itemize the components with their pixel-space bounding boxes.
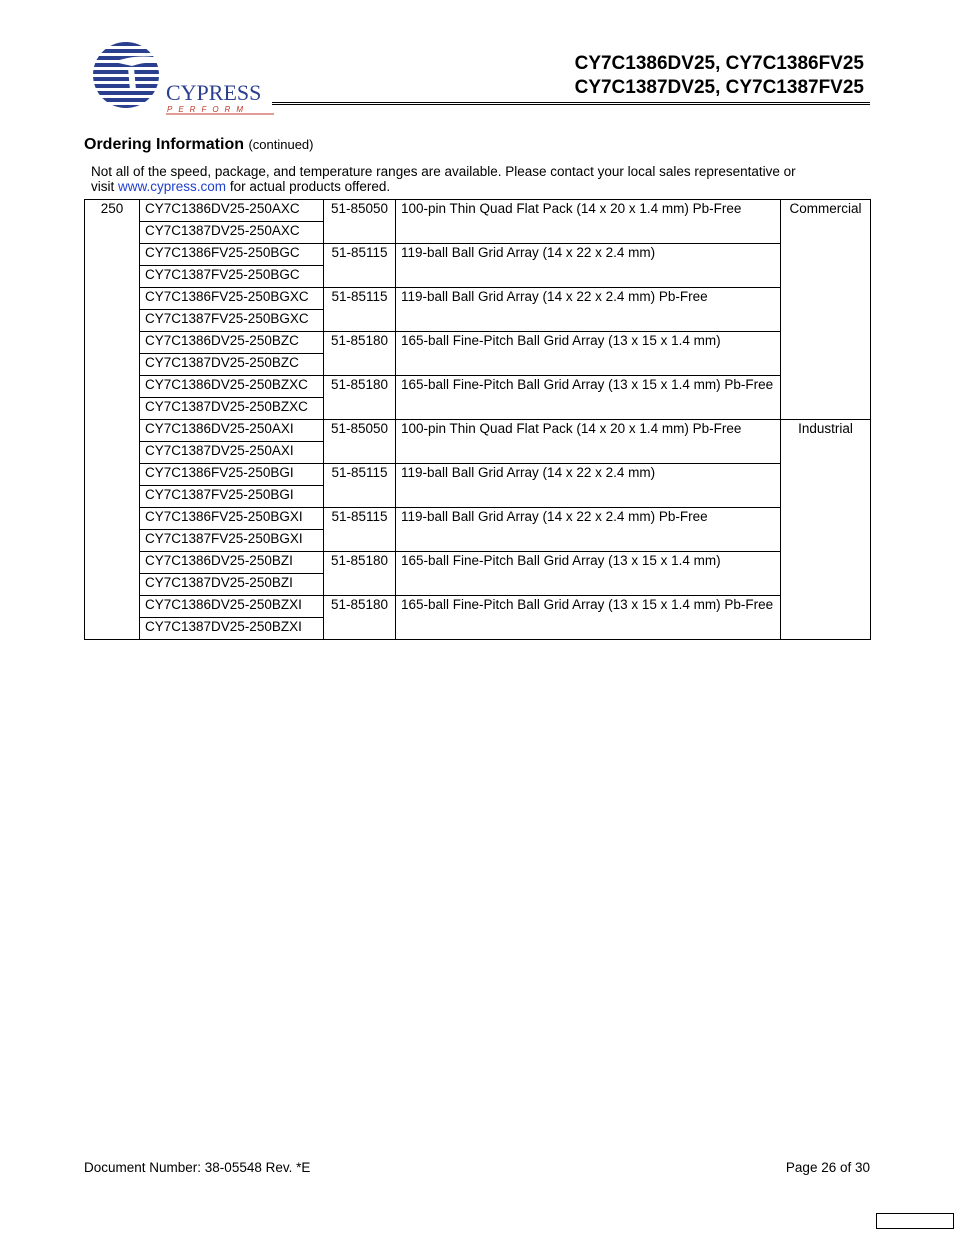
part-number-cell: CY7C1387DV25-250BZC xyxy=(140,354,324,376)
package-diagram-cell: 51-85115 xyxy=(324,464,396,508)
operating-range-cell: Industrial xyxy=(781,420,871,640)
package-diagram-cell: 51-85115 xyxy=(324,508,396,552)
package-diagram-cell: 51-85050 xyxy=(324,420,396,464)
ordering-table xyxy=(84,199,871,640)
part-number-cell: CY7C1386FV25-250BGXC xyxy=(140,288,324,310)
package-diagram-cell: 51-85180 xyxy=(324,376,396,420)
table-row xyxy=(85,244,871,266)
package-type-cell: 165-ball Fine-Pitch Ball Grid Array (13 x 15 x 1.4 mm) xyxy=(396,552,781,596)
logo-tagline: PERFORM xyxy=(167,105,249,114)
part-number-cell: CY7C1386FV25-250BGC xyxy=(140,244,324,266)
table-row xyxy=(85,552,871,574)
table-row xyxy=(85,332,871,354)
package-diagram-cell: 51-85180 xyxy=(324,596,396,640)
part-number-cell: CY7C1387DV25-250BZXI xyxy=(140,618,324,640)
package-type-cell: 119-ball Ball Grid Array (14 x 22 x 2.4 mm) xyxy=(396,464,781,508)
package-diagram-cell: 51-85180 xyxy=(324,332,396,376)
section-title-text: Ordering Information xyxy=(84,136,244,153)
table-row xyxy=(85,288,871,310)
part-number-cell: CY7C1386DV25-250AXC xyxy=(140,200,324,222)
document-number: Document Number: 38-05548 Rev. *E xyxy=(84,1160,311,1175)
part-number-cell: CY7C1387DV25-250AXC xyxy=(140,222,324,244)
table-row xyxy=(85,508,871,530)
document-title xyxy=(575,52,864,100)
page-number: Page 26 of 30 xyxy=(785,1160,870,1175)
table-row xyxy=(85,200,871,222)
package-diagram-cell: 51-85050 xyxy=(324,200,396,244)
part-number-cell: CY7C1386DV25-250BZI xyxy=(140,552,324,574)
package-type-cell: 100-pin Thin Quad Flat Pack (14 x 20 x 1.4 mm) Pb-Free xyxy=(396,420,781,464)
section-continued: (continued) xyxy=(248,137,314,152)
part-number-cell: CY7C1387DV25-250BZI xyxy=(140,574,324,596)
part-number-cell: CY7C1387FV25-250BGI xyxy=(140,486,324,508)
feedback-box[interactable] xyxy=(876,1213,954,1229)
note-text-1: Not all of the speed, package, and temperature ranges are available. Please contact your local sales representative or xyxy=(91,164,796,179)
package-type-cell: 165-ball Fine-Pitch Ball Grid Array (13 x 15 x 1.4 mm) Pb-Free xyxy=(396,596,781,640)
logo-wordmark: CYPRESS xyxy=(166,80,262,105)
table-row xyxy=(85,464,871,486)
header-rule xyxy=(272,102,870,105)
part-number-cell: CY7C1387DV25-250AXI xyxy=(140,442,324,464)
package-type-cell: 119-ball Ball Grid Array (14 x 22 x 2.4 mm) xyxy=(396,244,781,288)
note-text-2: visit xyxy=(91,179,115,194)
cypress-website-link[interactable]: www.cypress.com xyxy=(118,179,227,194)
part-number-cell: CY7C1386FV25-250BGXI xyxy=(140,508,324,530)
part-number-cell: CY7C1386DV25-250BZXI xyxy=(140,596,324,618)
availability-note xyxy=(91,164,851,194)
package-type-cell: 165-ball Fine-Pitch Ball Grid Array (13 x 15 x 1.4 mm) Pb-Free xyxy=(396,376,781,420)
title-line-1: CY7C1386DV25, CY7C1386FV25 xyxy=(574,53,864,74)
part-number-cell: CY7C1386DV25-250BZXC xyxy=(140,376,324,398)
part-number-cell: CY7C1387FV25-250BGXC xyxy=(140,310,324,332)
part-number-cell: CY7C1386DV25-250BZC xyxy=(140,332,324,354)
part-number-cell: CY7C1387FV25-250BGC xyxy=(140,266,324,288)
package-type-cell: 100-pin Thin Quad Flat Pack (14 x 20 x 1.4 mm) Pb-Free xyxy=(396,200,781,244)
table-row xyxy=(85,420,871,442)
table-row xyxy=(85,596,871,618)
package-type-cell: 119-ball Ball Grid Array (14 x 22 x 2.4 mm) Pb-Free xyxy=(396,288,781,332)
speed-cell: 250 xyxy=(85,200,140,640)
part-number-cell: CY7C1386FV25-250BGI xyxy=(140,464,324,486)
part-number-cell: CY7C1387DV25-250BZXC xyxy=(140,398,324,420)
note-text-3: for actual products offered. xyxy=(229,179,391,194)
package-diagram-cell: 51-85180 xyxy=(324,552,396,596)
part-number-cell: CY7C1386DV25-250AXI xyxy=(140,420,324,442)
section-title xyxy=(84,136,314,154)
operating-range-cell: Commercial xyxy=(781,200,871,420)
package-type-cell: 165-ball Fine-Pitch Ball Grid Array (13 x 15 x 1.4 mm) xyxy=(396,332,781,376)
package-type-cell: 119-ball Ball Grid Array (14 x 22 x 2.4 mm) Pb-Free xyxy=(396,508,781,552)
package-diagram-cell: 51-85115 xyxy=(324,244,396,288)
package-diagram-cell: 51-85115 xyxy=(324,288,396,332)
ordering-table-body xyxy=(85,200,871,640)
part-number-cell: CY7C1387FV25-250BGXI xyxy=(140,530,324,552)
table-row xyxy=(85,376,871,398)
title-line-2: CY7C1387DV25, CY7C1387FV25 xyxy=(574,77,864,98)
